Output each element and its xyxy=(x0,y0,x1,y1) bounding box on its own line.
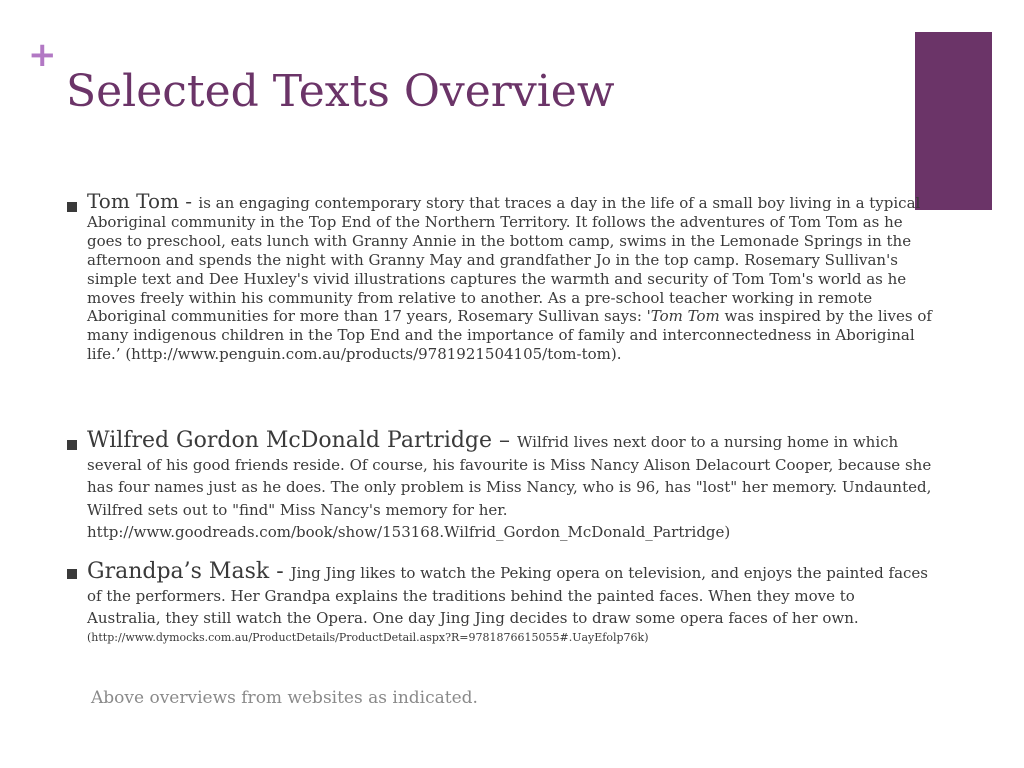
item-heading: Wilfred Gordon McDonald Partridge – xyxy=(87,428,518,453)
bullet-square-icon xyxy=(67,440,77,450)
list-item-wilfred xyxy=(87,430,932,544)
item-text: Wilfrid lives next door to a nursing home in which several of his good friends reside. Of course, his favourite is Miss Nancy Alison Delacourt Cooper, because she has four names just as he does. The only problem is Miss Nancy, who is 96, has "lost" her memory. Undaunted, Wilfred sets out to "find" Miss Nancy's memory for her. http://www.goodreads.com/book/show/153168.Wilfrid_Gordon_McDonald_Partridge) xyxy=(87,433,932,541)
item-text: Jing Jing likes to watch the Peking opera on television, and enjoys the painted faces of the performers. Her Grandpa explains the traditions behind the painted faces. When they move to Australia, they still watch the Opera. One day Jing Jing decides to draw some opera faces of her own. xyxy=(87,564,928,627)
list-item-grandpas-mask xyxy=(87,561,932,646)
item-text: is an engaging contemporary story that traces a day in the life of a small boy living in a typical Aboriginal community in the Top End of the Northern Territory. It follows the adventures of Tom Tom as he goes to preschool, eats lunch with Granny Annie in the bottom camp, swims in the Lemonade Springs in the afternoon and spends the night with Granny May and grandfather Jo in the top camp. Rosemary Sullivan's simple text and Dee Huxley's vivid illustrations captures the warmth and security of Tom Tom's world as he moves freely within his community from relative to another. As a pre-school teacher working in remote Aboriginal communities for more than 17 years, Rosemary Sullivan says: ' xyxy=(87,194,921,326)
plus-icon: + xyxy=(28,35,57,75)
item-heading: Grandpa’s Mask - xyxy=(87,559,291,584)
item-text-after: was inspired by the lives of many indigenous children in the Top End and the importance of family and interconnectedness in Aboriginal life.’ (http://www.penguin.com.au/products/9781921504105/tom-tom). xyxy=(87,307,932,364)
bullet-square-icon xyxy=(67,569,77,579)
bullet-square-icon xyxy=(67,202,77,212)
item-source-url: (http://www.dymocks.com.au/ProductDetails/ProductDetail.aspx?R=9781876615055#.UayEfolp76k) xyxy=(87,630,649,644)
accent-bar xyxy=(915,32,992,210)
item-heading: Tom Tom - xyxy=(87,189,199,213)
source-footnote: Above overviews from websites as indicated. xyxy=(91,688,478,708)
slide-title: Selected Texts Overview xyxy=(66,66,615,117)
list-item-tom-tom xyxy=(87,189,932,364)
item-italic-title: Tom Tom xyxy=(650,307,720,326)
